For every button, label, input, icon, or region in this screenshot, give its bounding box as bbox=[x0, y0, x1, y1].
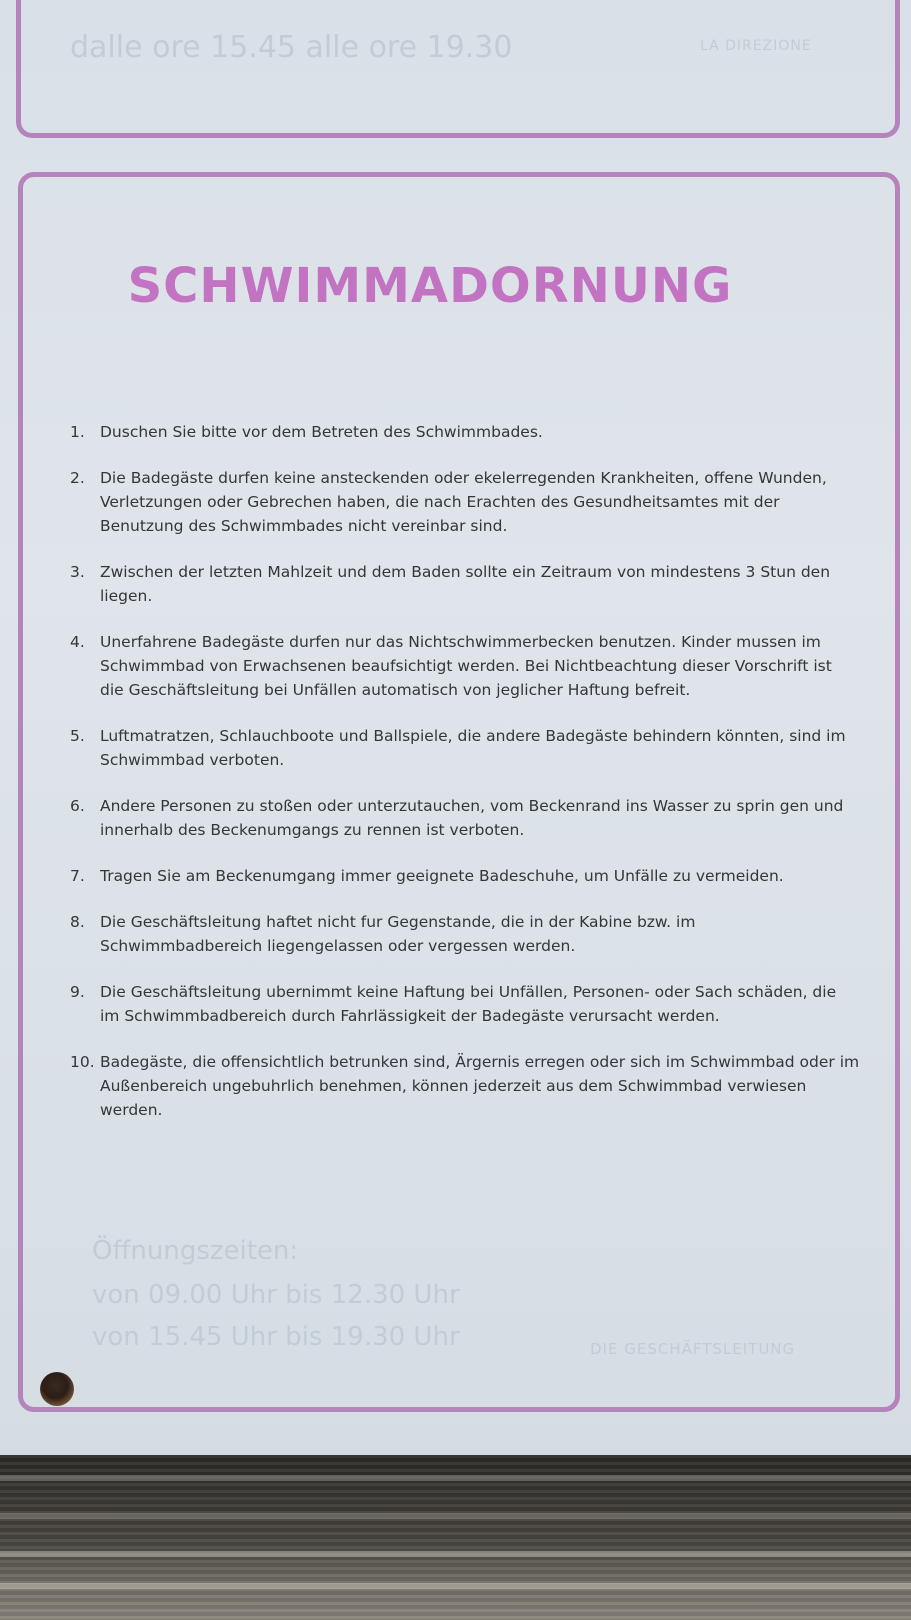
rule-number: 2. bbox=[70, 469, 85, 487]
rule-number: 10. bbox=[70, 1053, 95, 1071]
rule-text: Luftmatratzen, Schlauchboote und Ballspiele, die andere Badegäste behindern könnten, sind im Schwimmbad verboten. bbox=[100, 727, 846, 769]
top-sign-management: LA DIREZIONE bbox=[700, 38, 812, 54]
rule-item bbox=[70, 630, 860, 702]
rule-text: Tragen Sie am Beckenumgang immer geeignete Badeschuhe, um Unfälle zu vermeiden. bbox=[100, 867, 784, 885]
rule-item bbox=[70, 466, 860, 538]
rule-number: 9. bbox=[70, 983, 85, 1001]
opening-hours-title: Öffnungszeiten: bbox=[92, 1236, 299, 1266]
rule-number: 4. bbox=[70, 633, 85, 651]
rule-number: 3. bbox=[70, 563, 85, 581]
wood-grain bbox=[0, 1475, 911, 1481]
rule-item bbox=[70, 560, 860, 608]
rule-text: Die Geschäftsleitung ubernimmt keine Haftung bei Unfällen, Personen- oder Sach schäden, die im Schwimmbadbereich durch Fahrlässigkeit der Badegäste verursacht werden. bbox=[100, 983, 837, 1025]
rusty-screw-icon bbox=[40, 1372, 74, 1406]
rule-text: Die Geschäftsleitung haftet nicht fur Gegenstande, die in der Kabine bzw. im Schwimmbadbereich liegengelassen oder vergessen werden. bbox=[100, 913, 696, 955]
rule-number: 1. bbox=[70, 423, 85, 441]
rule-item bbox=[70, 724, 860, 772]
top-sign-frame bbox=[16, 0, 900, 138]
top-sign-hours: dalle ore 15.45 alle ore 19.30 bbox=[70, 30, 513, 65]
rule-number: 5. bbox=[70, 727, 85, 745]
sign-title: SCHWIMMADORNUNG bbox=[127, 258, 733, 314]
rule-number: 6. bbox=[70, 797, 85, 815]
wooden-wall bbox=[0, 1455, 911, 1620]
rule-item bbox=[70, 980, 860, 1028]
rule-text: Zwischen der letzten Mahlzeit und dem Baden sollte ein Zeitraum von mindestens 3 Stun den liegen. bbox=[100, 563, 831, 605]
rule-number: 8. bbox=[70, 913, 85, 931]
wood-grain bbox=[0, 1513, 911, 1519]
rule-item bbox=[70, 1050, 860, 1122]
rule-item bbox=[70, 420, 860, 444]
rule-item bbox=[70, 794, 860, 842]
wood-grain bbox=[0, 1551, 911, 1557]
management-signature: DIE GESCHÄFTSLEITUNG bbox=[590, 1340, 796, 1358]
rule-text: Duschen Sie bitte vor dem Betreten des Schwimmbades. bbox=[100, 423, 543, 441]
rule-item bbox=[70, 864, 860, 888]
rule-text: Unerfahrene Badegäste durfen nur das Nichtschwimmerbecken benutzen. Kinder mussen im Schwimmbad von Erwachsenen beaufsichtigt werden. Bei Nichtbeachtung dieser Vorschrift ist die Geschäftsleitung bei Unfällen automatisch von jeglicher Haftung befreit. bbox=[100, 633, 832, 699]
rule-text: Andere Personen zu stoßen oder unterzutauchen, vom Beckenrand ins Wasser zu sprin gen und innerhalb des Beckenumgangs zu rennen ist verboten. bbox=[100, 797, 844, 839]
rule-number: 7. bbox=[70, 867, 85, 885]
rules-list bbox=[70, 420, 860, 1144]
opening-hours-afternoon: von 15.45 Uhr bis 19.30 Uhr bbox=[92, 1322, 460, 1352]
opening-hours-morning: von 09.00 Uhr bis 12.30 Uhr bbox=[92, 1280, 460, 1310]
rule-item bbox=[70, 910, 860, 958]
rule-text: Die Badegäste durfen keine ansteckenden oder ekelerregenden Krankheiten, offene Wunden, Verletzungen oder Gebrechen haben, die nach Erachten des Gesundheitsamtes mit der Benutzung des Schwimmbades nicht vereinbar sind. bbox=[100, 469, 827, 535]
wood-grain bbox=[0, 1583, 911, 1589]
rule-text: Badegäste, die offensichtlich betrunken sind, Ärgernis erregen oder sich im Schwimmbad oder im Außenbereich ungebuhrlich benehmen, können jederzeit aus dem Schwimmbad verwiesen werden. bbox=[100, 1053, 860, 1119]
